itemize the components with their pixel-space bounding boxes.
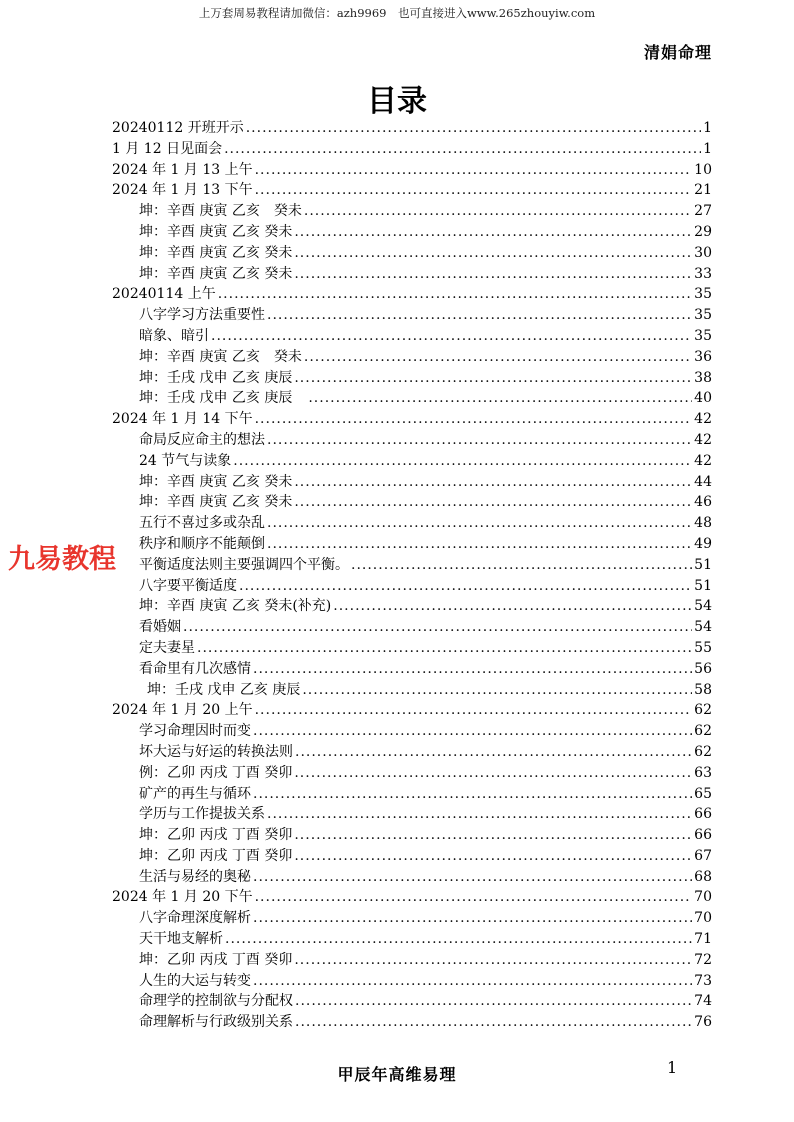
toc-entry-title: 坤：乙卯 丙戌 丁酉 癸卯: [139, 847, 293, 864]
toc-entry-page: 65: [694, 785, 712, 802]
toc-dot-leader: [246, 118, 701, 139]
toc-entry-page: 72: [694, 951, 712, 968]
toc-entry-page: 68: [694, 868, 712, 885]
toc-entry-title: 坤：辛酉 庚寅 乙亥 癸未(补充): [139, 598, 332, 615]
toc-entry-title: 20240114 上午: [112, 286, 216, 303]
toc-dot-leader: [302, 680, 692, 701]
toc-entry-page: 76: [694, 1014, 712, 1031]
toc-dot-leader: [304, 201, 692, 222]
toc-dot-leader: [294, 472, 692, 493]
toc-dot-leader: [304, 347, 692, 368]
toc-entry-page: 51: [694, 577, 712, 594]
toc-entry-title: 暗象、暗引: [139, 327, 209, 344]
toc-dot-leader: [294, 492, 692, 513]
header-brand: 清娟命理: [643, 43, 712, 62]
toc-entry[interactable]: [112, 638, 712, 659]
toc-entry[interactable]: [112, 180, 712, 201]
toc-entry[interactable]: [112, 867, 712, 888]
toc-dot-leader: [351, 555, 692, 576]
toc-entry-page: 29: [694, 223, 712, 240]
toc-dot-leader: [225, 929, 692, 950]
toc-entry-title: 24 节气与读象: [139, 452, 232, 469]
toc-entry-page: 71: [694, 931, 712, 948]
toc-entry-title: 天干地支解析: [139, 931, 223, 948]
toc-entry-title: 人生的大运与转变: [139, 972, 251, 989]
toc-entry-page: 62: [694, 743, 712, 760]
toc-entry[interactable]: [112, 784, 712, 805]
toc-entry[interactable]: [112, 472, 712, 493]
toc-entry-title: 坏大运与好运的转换法则: [139, 743, 293, 760]
toc-entry[interactable]: [112, 576, 712, 597]
toc-dot-leader: [253, 721, 692, 742]
toc-entry-title: 坤：乙卯 丙戌 丁酉 癸卯: [139, 951, 293, 968]
toc-entry[interactable]: [112, 201, 712, 222]
toc-dot-leader: [294, 846, 692, 867]
toc-entry[interactable]: [112, 492, 712, 513]
toc-entry[interactable]: [112, 887, 712, 908]
toc-dot-leader: [253, 784, 692, 805]
toc-entry-page: 48: [694, 515, 712, 532]
toc-entry-page: 36: [694, 348, 712, 365]
toc-entry-page: 66: [694, 806, 712, 823]
toc-dot-leader: [239, 576, 692, 597]
toc-dot-leader: [294, 368, 692, 389]
toc-dot-leader: [308, 388, 692, 409]
toc-entry-title: 坤：壬戌 戊申 乙亥 庚辰: [139, 390, 307, 407]
toc-entry-title: 看婚姻: [139, 619, 181, 636]
toc-entry-title: 八字要平衡适度: [139, 577, 237, 594]
toc-entry-title: 八字命理深度解析: [139, 910, 251, 927]
toc-entry-page: 30: [694, 244, 712, 261]
toc-dot-leader: [333, 596, 692, 617]
toc-dot-leader: [253, 659, 692, 680]
toc-entry-page: 54: [694, 598, 712, 615]
toc-dot-leader: [211, 326, 692, 347]
toc-entry-title: 命理学的控制欲与分配权: [139, 993, 293, 1010]
toc-entry-page: 70: [694, 910, 712, 927]
toc-entry[interactable]: [112, 139, 712, 160]
toc-entry-page: 62: [694, 702, 712, 719]
toc-dot-leader: [295, 991, 692, 1012]
toc-entry[interactable]: [112, 284, 712, 305]
toc-entry-page: 62: [694, 723, 712, 740]
toc-dot-leader: [267, 430, 692, 451]
toc-entry-title: 矿产的再生与循环: [139, 785, 251, 802]
toc-entry-title: 2024 年 1 月 13 上午: [112, 161, 253, 178]
toc-dot-leader: [224, 139, 701, 160]
toc-entry[interactable]: [112, 451, 712, 472]
toc-entry[interactable]: [112, 971, 712, 992]
toc-entry-page: 67: [694, 847, 712, 864]
toc-entry-page: 54: [694, 619, 712, 636]
footer-text: 甲辰年高维易理: [337, 1065, 457, 1084]
toc-entry[interactable]: [112, 617, 712, 638]
toc-entry-title: 学历与工作提拔关系: [139, 806, 265, 823]
toc-entry[interactable]: [112, 1012, 712, 1033]
toc-entry[interactable]: [112, 534, 712, 555]
toc-dot-leader: [267, 513, 692, 534]
toc-entry-page: 44: [694, 473, 712, 490]
toc-entry-title: 坤：壬戌 戊申 乙亥 庚辰: [147, 681, 301, 698]
toc-dot-leader: [267, 534, 692, 555]
toc-dot-leader: [255, 700, 693, 721]
toc-entry-page: 33: [694, 265, 712, 282]
toc-entry-page: 35: [694, 307, 712, 324]
toc-entry-title: 20240112 开班开示: [112, 120, 244, 136]
toc-entry-title: 坤：辛酉 庚寅 乙亥 癸未: [139, 494, 293, 511]
toc-entry[interactable]: [112, 596, 712, 617]
toc-entry-title: 秩序和顺序不能颠倒: [139, 535, 265, 552]
top-banner: 上万套周易教程请加微信：azh9969 也可直接进入www.265zhouyiw.com: [198, 6, 596, 20]
toc-entry-title: 坤：乙卯 丙戌 丁酉 癸卯: [139, 827, 293, 844]
toc-entry-page: 56: [694, 660, 712, 677]
toc-dot-leader: [183, 617, 692, 638]
toc-entry-title: 坤：辛酉 庚寅 乙亥 癸未: [139, 223, 293, 240]
toc-entry-page: 63: [694, 764, 712, 781]
toc-entry[interactable]: [112, 305, 712, 326]
toc-entry-title: 2024 年 1 月 13 下午: [112, 182, 253, 199]
toc-entry-title: 定夫妻星: [139, 639, 195, 656]
toc-entry-page: 21: [694, 182, 712, 199]
toc-entry-title: 坤：辛酉 庚寅 乙亥 癸未: [139, 348, 302, 365]
toc-entry[interactable]: [112, 680, 712, 701]
toc-dot-leader: [294, 222, 692, 243]
toc-entry[interactable]: [112, 160, 712, 181]
toc-dot-leader: [295, 742, 692, 763]
toc-dot-leader: [294, 950, 692, 971]
toc-entry[interactable]: [112, 700, 712, 721]
toc-entry[interactable]: [112, 368, 712, 389]
toc-entry-page: 51: [694, 556, 712, 573]
toc-entry-page: 55: [694, 639, 712, 656]
toc-entry-page: 42: [694, 431, 712, 448]
toc-entry-page: 35: [694, 286, 712, 303]
toc-entry-title: 例：乙卯 丙戌 丁酉 癸卯: [139, 764, 293, 781]
toc-entry[interactable]: [112, 222, 712, 243]
toc-entry[interactable]: [112, 991, 712, 1012]
toc-entry-page: 49: [694, 535, 712, 552]
toc-entry[interactable]: [112, 659, 712, 680]
toc-entry[interactable]: [112, 118, 712, 139]
toc-entry-page: 35: [694, 327, 712, 344]
toc-entry-title: 命局反应命主的想法: [139, 431, 265, 448]
toc-entry-page: 1: [703, 120, 712, 136]
toc-dot-leader: [233, 451, 692, 472]
table-of-contents: [112, 118, 712, 1033]
toc-entry-page: 10: [694, 161, 712, 178]
toc-dot-leader: [294, 763, 692, 784]
toc-entry-title: 八字学习方法重要性: [139, 307, 265, 324]
toc-entry[interactable]: [112, 513, 712, 534]
toc-entry-page: 73: [694, 972, 712, 989]
toc-dot-leader: [294, 264, 692, 285]
toc-entry[interactable]: [112, 721, 712, 742]
toc-dot-leader: [218, 284, 692, 305]
toc-entry[interactable]: [112, 763, 712, 784]
toc-entry-page: 42: [694, 411, 712, 428]
toc-dot-leader: [294, 825, 692, 846]
toc-entry[interactable]: [112, 347, 712, 368]
toc-entry-title: 坤：辛酉 庚寅 乙亥 癸未: [139, 203, 302, 220]
toc-entry-page: 40: [694, 390, 712, 407]
toc-entry[interactable]: [112, 555, 712, 576]
page-title: 目录: [367, 84, 427, 119]
toc-dot-leader: [197, 638, 692, 659]
toc-entry[interactable]: [112, 388, 712, 409]
toc-entry-title: 坤：辛酉 庚寅 乙亥 癸未: [139, 265, 293, 282]
toc-entry-title: 坤：壬戌 戊申 乙亥 庚辰: [139, 369, 293, 386]
toc-entry-page: 42: [694, 452, 712, 469]
toc-entry-page: 66: [694, 827, 712, 844]
page-number: 1: [667, 1058, 678, 1077]
toc-entry-title: 1 月 12 日见面会: [112, 140, 223, 157]
toc-dot-leader: [267, 305, 692, 326]
toc-entry[interactable]: [112, 950, 712, 971]
toc-entry-page: 27: [694, 203, 712, 220]
watermark-logo: 九易教程: [6, 541, 118, 579]
toc-dot-leader: [295, 1012, 692, 1033]
toc-entry-title: 坤：辛酉 庚寅 乙亥 癸未: [139, 244, 293, 261]
toc-entry-page: 46: [694, 494, 712, 511]
toc-entry[interactable]: [112, 846, 712, 867]
toc-entry[interactable]: [112, 243, 712, 264]
toc-entry-page: 38: [694, 369, 712, 386]
toc-entry[interactable]: [112, 264, 712, 285]
toc-entry-title: 2024 年 1 月 20 下午: [112, 889, 253, 906]
toc-entry-page: 74: [694, 993, 712, 1010]
toc-entry-title: 2024 年 1 月 20 上午: [112, 702, 253, 719]
toc-entry-title: 看命里有几次感情: [139, 660, 251, 677]
toc-dot-leader: [255, 160, 693, 181]
toc-dot-leader: [253, 971, 692, 992]
toc-entry[interactable]: [112, 326, 712, 347]
toc-entry-page: 70: [694, 889, 712, 906]
toc-entry-page: 1: [703, 140, 712, 157]
toc-entry[interactable]: [112, 430, 712, 451]
toc-entry[interactable]: [112, 929, 712, 950]
toc-dot-leader: [255, 180, 693, 201]
toc-entry[interactable]: [112, 742, 712, 763]
toc-entry-title: 五行不喜过多或杂乱: [139, 515, 265, 532]
toc-dot-leader: [294, 243, 692, 264]
toc-entry[interactable]: [112, 825, 712, 846]
toc-dot-leader: [255, 409, 693, 430]
toc-entry-page: 58: [694, 681, 712, 698]
toc-dot-leader: [253, 867, 692, 888]
toc-entry-title: 生活与易经的奥秘: [139, 868, 251, 885]
toc-entry-title: 命理解析与行政级别关系: [139, 1014, 293, 1031]
toc-entry[interactable]: [112, 804, 712, 825]
toc-dot-leader: [255, 887, 693, 908]
toc-dot-leader: [253, 908, 692, 929]
toc-dot-leader: [267, 804, 692, 825]
toc-entry-title: 2024 年 1 月 14 下午: [112, 411, 253, 428]
toc-entry-title: 学习命理因时而变: [139, 723, 251, 740]
toc-entry-title: 坤：辛酉 庚寅 乙亥 癸未: [139, 473, 293, 490]
toc-entry[interactable]: [112, 409, 712, 430]
toc-entry-title: 平衡适度法则主要强调四个平衡。: [139, 556, 349, 573]
toc-entry[interactable]: [112, 908, 712, 929]
